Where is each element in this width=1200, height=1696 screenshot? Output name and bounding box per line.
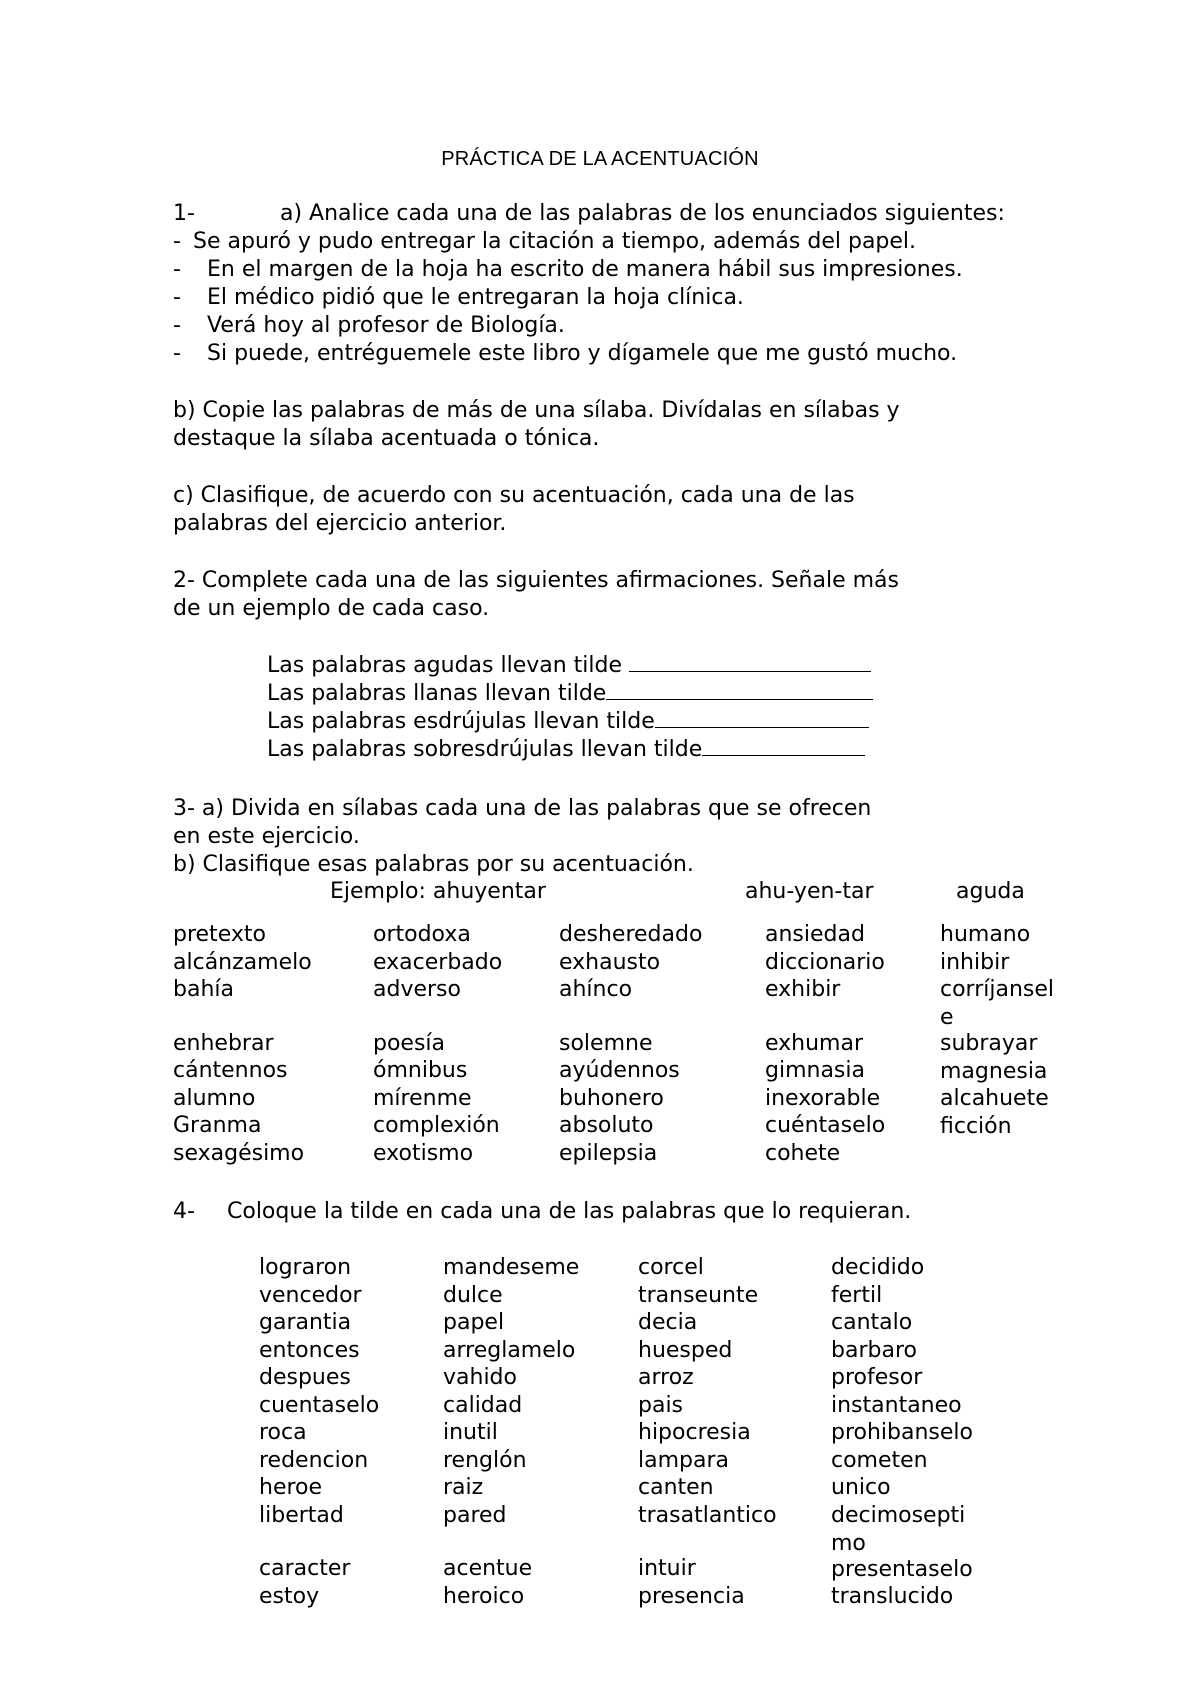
list-item: cuéntaselo bbox=[765, 1113, 886, 1138]
list-item: exotismo bbox=[373, 1140, 474, 1166]
list-item: buhonero bbox=[559, 1085, 664, 1111]
list-item: corríjanselе bbox=[940, 977, 1055, 1030]
q1-sentence-3: - El médico pidió que le entregaran la hoja clínica. bbox=[173, 285, 744, 310]
q3-column-1 bbox=[173, 921, 312, 1167]
list-item: cometen bbox=[831, 1447, 928, 1473]
list-item: presencia bbox=[638, 1583, 745, 1609]
list-item: desheredado bbox=[559, 922, 703, 947]
list-item: presentaselo bbox=[831, 1556, 973, 1582]
list-item: enhebrar bbox=[173, 1030, 274, 1056]
list-item: sexagésimo bbox=[173, 1140, 305, 1166]
list-item: epilepsia bbox=[559, 1140, 658, 1166]
list-item: profesor bbox=[831, 1365, 923, 1390]
list-item: caracter bbox=[259, 1556, 351, 1581]
list-item: decidido bbox=[831, 1255, 925, 1280]
answer-blank[interactable] bbox=[606, 679, 873, 700]
q1-a-text: a) Analice cada una de las palabras de los enunciados siguientes: bbox=[280, 201, 1005, 226]
list-item: prohibanselo bbox=[831, 1420, 974, 1445]
q3-example-class: aguda bbox=[956, 879, 1025, 904]
list-item: cantalo bbox=[831, 1310, 913, 1335]
list-item: fertil bbox=[831, 1282, 883, 1308]
list-item: cuentaselo bbox=[259, 1392, 380, 1418]
list-item: lampara bbox=[638, 1447, 729, 1473]
list-item: cohete bbox=[765, 1140, 841, 1166]
list-item: exacerbado bbox=[373, 949, 503, 975]
q4-number: 4- bbox=[173, 1199, 195, 1224]
list-item: gimnasia bbox=[765, 1058, 865, 1083]
answer-blank[interactable] bbox=[629, 651, 871, 672]
list-item: mandeseme bbox=[443, 1255, 580, 1280]
answer-blank[interactable] bbox=[702, 735, 865, 756]
list-item: subrayar bbox=[940, 1031, 1038, 1056]
list-item: solemne bbox=[559, 1030, 653, 1056]
list-item: alumno bbox=[173, 1085, 256, 1111]
list-item: inutil bbox=[443, 1420, 498, 1445]
list-item: absoluto bbox=[559, 1113, 654, 1138]
q3-line-1: 3- a) Divida en sílabas cada una de las palabras que se ofrecen bbox=[173, 796, 872, 821]
list-item: humano bbox=[940, 922, 1031, 947]
list-item: adverso bbox=[373, 977, 461, 1002]
list-item: exhausto bbox=[559, 949, 661, 975]
list-item: pais bbox=[638, 1392, 684, 1418]
list-item: despues bbox=[259, 1365, 351, 1390]
list-item: decimoseptimo bbox=[831, 1502, 966, 1556]
q4-text: Coloque la tilde en cada una de las palabras que lo requieran. bbox=[227, 1199, 912, 1224]
answer-blank[interactable] bbox=[655, 707, 869, 728]
list-item: ahínco bbox=[559, 977, 633, 1002]
q2-fill-agudas: Las palabras agudas llevan tilde bbox=[267, 651, 871, 680]
list-item: corcel bbox=[638, 1255, 704, 1280]
list-item: vahido bbox=[443, 1365, 517, 1390]
list-item: libertad bbox=[259, 1502, 344, 1528]
list-item: exhibir bbox=[765, 977, 841, 1002]
q2-fill-llanas: Las palabras llanas llevan tilde bbox=[267, 679, 873, 708]
q1-c-line-1: c) Clasifique, de acuerdo con su acentuación, cada una de las bbox=[173, 483, 855, 508]
list-item: canten bbox=[638, 1475, 714, 1500]
q4-column-4 bbox=[831, 1254, 983, 1611]
list-item: dulce bbox=[443, 1282, 503, 1308]
list-item: trasatlantico bbox=[638, 1502, 777, 1528]
q1-sentence-4: - Verá hoy al profesor de Biología. bbox=[173, 313, 565, 338]
list-item: Granma bbox=[173, 1113, 262, 1138]
q3-example-syllables: ahu-yen-tar bbox=[745, 879, 874, 904]
q3-column-3 bbox=[559, 921, 702, 1167]
list-item: acentue bbox=[443, 1556, 533, 1581]
list-item: magnesia bbox=[940, 1058, 1048, 1084]
list-item: pared bbox=[443, 1502, 507, 1528]
list-item: intuir bbox=[638, 1556, 696, 1581]
list-item: ansiedad bbox=[765, 922, 865, 947]
q4-column-3 bbox=[638, 1254, 777, 1610]
list-item: redencion bbox=[259, 1447, 369, 1473]
q2-fill-sobresdrujulas: Las palabras sobresdrújulas llevan tilde bbox=[267, 735, 865, 764]
list-item: complexión bbox=[373, 1113, 500, 1138]
list-item: entonces bbox=[259, 1337, 360, 1363]
q1-c-line-2: palabras del ejercicio anterior. bbox=[173, 511, 507, 536]
q1-b-line-2: destaque la sílaba acentuada o tónica. bbox=[173, 426, 600, 451]
q3-column-2 bbox=[373, 921, 502, 1167]
list-item: ayúdennos bbox=[559, 1058, 680, 1083]
list-item: huesped bbox=[638, 1337, 733, 1363]
list-item: garantia bbox=[259, 1310, 352, 1335]
q3-column-5 bbox=[940, 921, 1066, 1140]
q2-fill-esdrujulas: Las palabras esdrújulas llevan tilde bbox=[267, 707, 869, 736]
q2-line-1: 2- Complete cada una de las siguientes afirmaciones. Señale más bbox=[173, 568, 899, 593]
list-item: translucido bbox=[831, 1584, 954, 1609]
q3-line-3: b) Clasifique esas palabras por su acentuación. bbox=[173, 852, 694, 877]
list-item: alcahuete bbox=[940, 1086, 1049, 1111]
list-item: mírenme bbox=[373, 1085, 472, 1111]
list-item: heroe bbox=[259, 1475, 323, 1500]
list-item: ortodoxa bbox=[373, 922, 471, 947]
list-item: transeunte bbox=[638, 1282, 759, 1308]
list-item: heroico bbox=[443, 1583, 525, 1609]
list-item: instantaneo bbox=[831, 1392, 962, 1418]
q1-sentence-1: - Se apuró y pudo entregar la citación a tiempo, además del papel. bbox=[173, 229, 917, 254]
q4-column-2 bbox=[443, 1254, 579, 1610]
list-item: roca bbox=[259, 1420, 307, 1445]
list-item: hipocresia bbox=[638, 1420, 751, 1445]
list-item: renglón bbox=[443, 1447, 527, 1473]
list-item: barbaro bbox=[831, 1337, 917, 1363]
list-item: arroz bbox=[638, 1365, 694, 1390]
list-item: pretexto bbox=[173, 922, 266, 947]
q1-heading bbox=[173, 200, 1005, 228]
list-item: papel bbox=[443, 1310, 505, 1335]
list-item: ómnibus bbox=[373, 1058, 468, 1083]
list-item: calidad bbox=[443, 1392, 523, 1418]
list-item: exhumar bbox=[765, 1030, 864, 1056]
list-item: unico bbox=[831, 1475, 891, 1500]
list-item: decia bbox=[638, 1310, 698, 1335]
list-item: raiz bbox=[443, 1475, 484, 1500]
q4-heading bbox=[173, 1198, 911, 1226]
q2-line-2: de un ejemplo de cada caso. bbox=[173, 596, 490, 621]
list-item: bahía bbox=[173, 977, 234, 1002]
list-item: poesía bbox=[373, 1030, 446, 1056]
list-item: ficción bbox=[940, 1113, 1012, 1139]
q1-sentence-2: - En el margen de la hoja ha escrito de manera hábil sus impresiones. bbox=[173, 257, 963, 282]
list-item: alcánzamelo bbox=[173, 949, 312, 975]
list-item: inexorable bbox=[765, 1085, 881, 1111]
list-item: diccionario bbox=[765, 949, 885, 975]
list-item: vencedor bbox=[259, 1282, 362, 1308]
q1-number: 1- bbox=[173, 201, 195, 226]
q1-b-line-1: b) Copie las palabras de más de una sílaba. Divídalas en sílabas y bbox=[173, 398, 900, 423]
list-item: inhibir bbox=[940, 949, 1010, 975]
q3-line-2: en este ejercicio. bbox=[173, 824, 360, 849]
list-item: estoy bbox=[259, 1583, 320, 1609]
q1-sentence-5: - Si puede, entréguemele este libro y dígamele que me gustó mucho. bbox=[173, 341, 958, 366]
q3-column-4 bbox=[765, 921, 885, 1167]
list-item: cántennos bbox=[173, 1058, 288, 1083]
list-item: lograron bbox=[259, 1255, 352, 1280]
q3-example-label: Ejemplo: ahuyentar bbox=[330, 879, 546, 904]
q4-column-1 bbox=[259, 1254, 379, 1610]
list-item: arreglamelo bbox=[443, 1337, 576, 1363]
page-title: PRÁCTICA DE LA ACENTUACIÓN bbox=[441, 148, 759, 170]
